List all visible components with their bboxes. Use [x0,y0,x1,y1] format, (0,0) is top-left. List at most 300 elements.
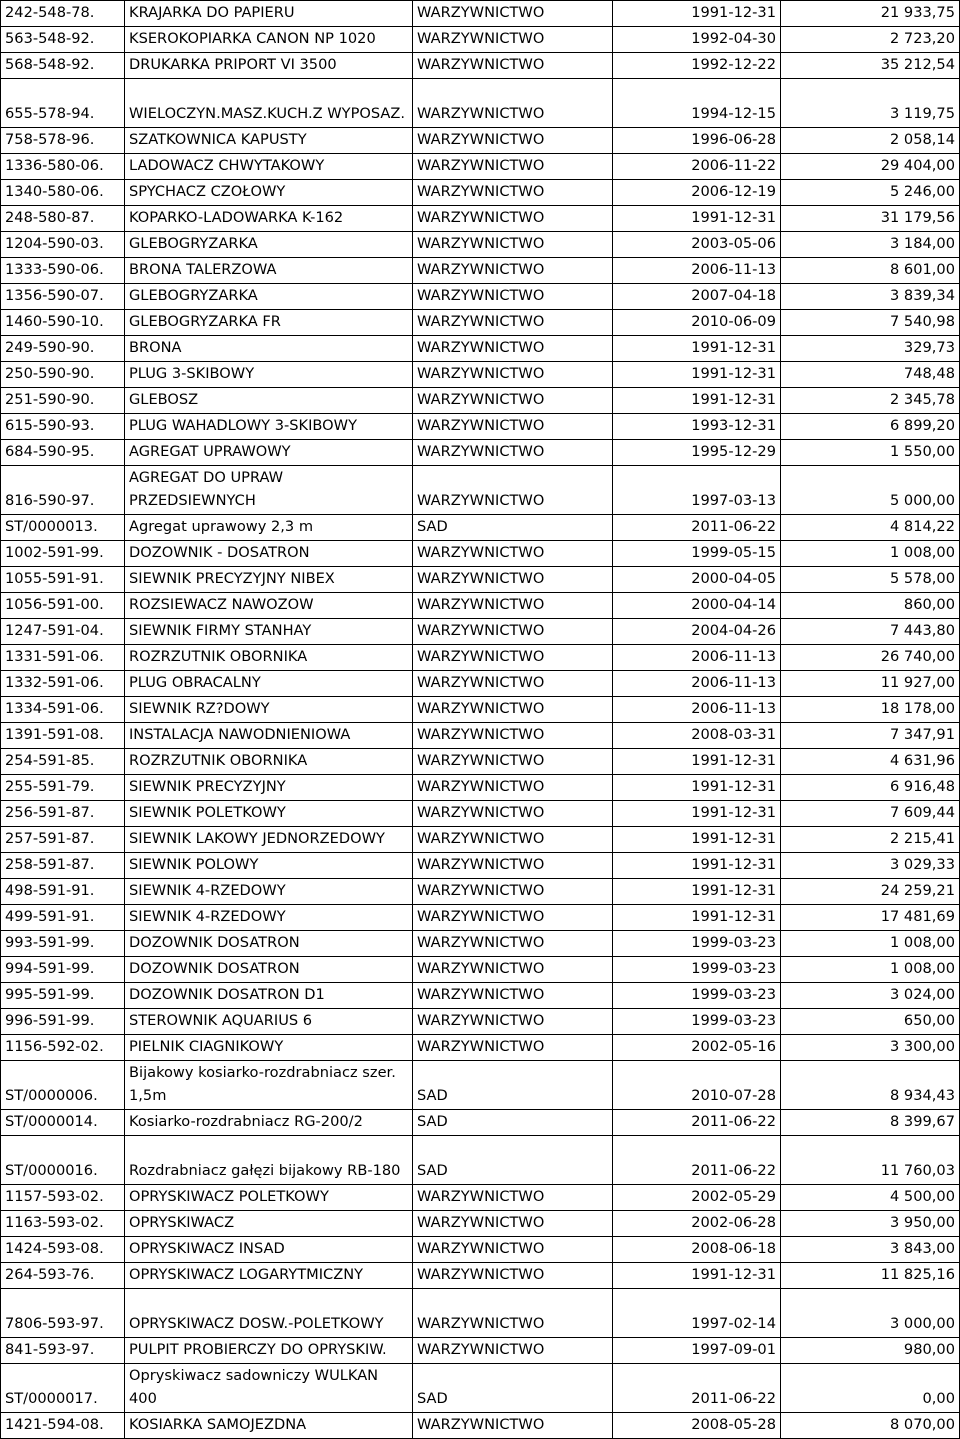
asset-code: 251-590-90. [1,388,125,414]
acquisition-date: 2002-05-29 [613,1185,781,1211]
table-row [1,827,960,853]
asset-name: LADOWACZ CHWYTAKOWY [125,154,413,180]
table-row [1,1185,960,1211]
asset-department: WARZYWNICTWO [413,983,613,1009]
asset-value: 2 345,78 [781,388,960,414]
asset-code: ST/0000017. [1,1364,125,1413]
asset-name: DOZOWNIK - DOSATRON [125,541,413,567]
asset-value: 17 481,69 [781,905,960,931]
acquisition-date: 1996-06-28 [613,128,781,154]
asset-code: 816-590-97. [1,466,125,515]
asset-code: ST/0000014. [1,1110,125,1136]
table-row [1,440,960,466]
acquisition-date: 1999-03-23 [613,1009,781,1035]
asset-department: WARZYWNICTWO [413,79,613,128]
asset-code: 248-580-87. [1,206,125,232]
asset-value: 980,00 [781,1338,960,1364]
acquisition-date: 2011-06-22 [613,1364,781,1413]
asset-value: 3 029,33 [781,853,960,879]
acquisition-date: 2006-11-13 [613,671,781,697]
table-row [1,1110,960,1136]
asset-name: BRONA TALERZOWA [125,258,413,284]
asset-name: SIEWNIK POLETKOWY [125,801,413,827]
table-row [1,1211,960,1237]
acquisition-date: 1991-12-31 [613,827,781,853]
asset-code: 1340-580-06. [1,180,125,206]
asset-department: WARZYWNICTWO [413,1009,613,1035]
asset-name: OPRYSKIWACZ POLETKOWY [125,1185,413,1211]
acquisition-date: 1991-12-31 [613,775,781,801]
asset-department: WARZYWNICTWO [413,749,613,775]
asset-department: WARZYWNICTWO [413,154,613,180]
asset-code: 758-578-96. [1,128,125,154]
table-row [1,957,960,983]
asset-name: PULPIT PROBIERCZY DO OPRYSKIW. [125,1338,413,1364]
table-row [1,983,960,1009]
table-row [1,593,960,619]
acquisition-date: 1994-12-15 [613,79,781,128]
asset-code: 995-591-99. [1,983,125,1009]
table-row [1,53,960,79]
acquisition-date: 1991-12-31 [613,879,781,905]
asset-name: AGREGAT UPRAWOWY [125,440,413,466]
asset-code: 563-548-92. [1,27,125,53]
asset-department: WARZYWNICTWO [413,905,613,931]
asset-department: SAD [413,1136,613,1185]
asset-code: 249-590-90. [1,336,125,362]
asset-value: 7 609,44 [781,801,960,827]
asset-department: WARZYWNICTWO [413,362,613,388]
asset-department: SAD [413,1061,613,1110]
asset-name: PLUG 3-SKIBOWY [125,362,413,388]
asset-value: 5 246,00 [781,180,960,206]
asset-value: 2 215,41 [781,827,960,853]
asset-code: 994-591-99. [1,957,125,983]
asset-code: 258-591-87. [1,853,125,879]
acquisition-date: 2010-06-09 [613,310,781,336]
asset-department: WARZYWNICTWO [413,931,613,957]
acquisition-date: 2004-04-26 [613,619,781,645]
asset-name: SIEWNIK 4-RZEDOWY [125,879,413,905]
acquisition-date: 1991-12-31 [613,362,781,388]
asset-value: 3 839,34 [781,284,960,310]
asset-department: WARZYWNICTWO [413,336,613,362]
acquisition-date: 1999-05-15 [613,541,781,567]
asset-code: 1056-591-00. [1,593,125,619]
acquisition-date: 1992-04-30 [613,27,781,53]
asset-name: KRAJARKA DO PAPIERU [125,1,413,27]
asset-name: BRONA [125,336,413,362]
asset-name: KSEROKOPIARKA CANON NP 1020 [125,27,413,53]
asset-department: WARZYWNICTWO [413,180,613,206]
asset-code: 1334-591-06. [1,697,125,723]
asset-code: ST/0000013. [1,515,125,541]
asset-name: SIEWNIK FIRMY STANHAY [125,619,413,645]
asset-code: 1391-591-08. [1,723,125,749]
acquisition-date: 2003-05-06 [613,232,781,258]
table-row [1,853,960,879]
asset-value: 7 443,80 [781,619,960,645]
acquisition-date: 1999-03-23 [613,931,781,957]
asset-code: 250-590-90. [1,362,125,388]
acquisition-date: 2006-12-19 [613,180,781,206]
asset-department: WARZYWNICTWO [413,541,613,567]
asset-department: WARZYWNICTWO [413,1185,613,1211]
table-row [1,414,960,440]
table-row [1,206,960,232]
asset-value: 2 723,20 [781,27,960,53]
table-row [1,541,960,567]
asset-code: 655-578-94. [1,79,125,128]
table-row [1,1009,960,1035]
asset-value: 3 950,00 [781,1211,960,1237]
asset-department: WARZYWNICTWO [413,27,613,53]
asset-code: ST/0000006. [1,1061,125,1110]
asset-name: OPRYSKIWACZ [125,1211,413,1237]
acquisition-date: 1999-03-23 [613,957,781,983]
acquisition-date: 1992-12-22 [613,53,781,79]
asset-code: 1356-590-07. [1,284,125,310]
asset-name: SZATKOWNICA KAPUSTY [125,128,413,154]
asset-department: WARZYWNICTWO [413,1263,613,1289]
asset-value: 35 212,54 [781,53,960,79]
asset-name: SPYCHACZ CZOŁOWY [125,180,413,206]
asset-code: 1421-594-08. [1,1413,125,1439]
asset-department: WARZYWNICTWO [413,1289,613,1338]
table-row [1,775,960,801]
asset-code: 615-590-93. [1,414,125,440]
asset-name: Bijakowy kosiarko-rozdrabniacz szer. 1,5m [125,1061,413,1110]
table-row [1,931,960,957]
asset-name: KOPARKO-LADOWARKA K-162 [125,206,413,232]
asset-name: SIEWNIK PRECYZYJNY [125,775,413,801]
table-row [1,258,960,284]
acquisition-date: 1991-12-31 [613,1,781,27]
asset-value: 3 000,00 [781,1289,960,1338]
table-row [1,723,960,749]
asset-value: 1 008,00 [781,541,960,567]
asset-value: 11 927,00 [781,671,960,697]
asset-code: 1204-590-03. [1,232,125,258]
asset-name: GLEBOGRYZARKA [125,232,413,258]
asset-department: WARZYWNICTWO [413,645,613,671]
asset-department: WARZYWNICTWO [413,440,613,466]
acquisition-date: 1991-12-31 [613,1263,781,1289]
asset-value: 1 008,00 [781,957,960,983]
asset-value: 8 070,00 [781,1413,960,1439]
table-row [1,1061,960,1110]
asset-value: 3 184,00 [781,232,960,258]
acquisition-date: 1991-12-31 [613,853,781,879]
acquisition-date: 1991-12-31 [613,388,781,414]
acquisition-date: 1997-03-13 [613,466,781,515]
asset-code: 1333-590-06. [1,258,125,284]
asset-value: 11 760,03 [781,1136,960,1185]
asset-code: 568-548-92. [1,53,125,79]
asset-department: WARZYWNICTWO [413,414,613,440]
asset-department: WARZYWNICTWO [413,128,613,154]
table-row [1,362,960,388]
acquisition-date: 2006-11-13 [613,645,781,671]
asset-code: 684-590-95. [1,440,125,466]
acquisition-date: 2002-06-28 [613,1211,781,1237]
table-row [1,128,960,154]
acquisition-date: 2008-05-28 [613,1413,781,1439]
asset-code: 1157-593-02. [1,1185,125,1211]
asset-value: 18 178,00 [781,697,960,723]
asset-value: 860,00 [781,593,960,619]
acquisition-date: 2000-04-05 [613,567,781,593]
asset-value: 26 740,00 [781,645,960,671]
asset-department: WARZYWNICTWO [413,775,613,801]
asset-value: 6 899,20 [781,414,960,440]
acquisition-date: 2011-06-22 [613,1136,781,1185]
asset-value: 6 916,48 [781,775,960,801]
asset-department: WARZYWNICTWO [413,957,613,983]
asset-department: WARZYWNICTWO [413,53,613,79]
acquisition-date: 1991-12-31 [613,206,781,232]
table-row [1,1237,960,1263]
table-row [1,154,960,180]
asset-value: 1 008,00 [781,931,960,957]
asset-code: 1247-591-04. [1,619,125,645]
asset-department: WARZYWNICTWO [413,567,613,593]
asset-department: WARZYWNICTWO [413,1413,613,1439]
asset-name: SIEWNIK POLOWY [125,853,413,879]
asset-name: Agregat uprawowy 2,3 m [125,515,413,541]
asset-name: Kosiarko-rozdrabniacz RG-200/2 [125,1110,413,1136]
asset-department: WARZYWNICTWO [413,206,613,232]
asset-value: 8 934,43 [781,1061,960,1110]
acquisition-date: 1997-02-14 [613,1289,781,1338]
table-row [1,801,960,827]
acquisition-date: 2010-07-28 [613,1061,781,1110]
asset-code: 264-593-76. [1,1263,125,1289]
asset-value: 21 933,75 [781,1,960,27]
asset-name: SIEWNIK RZ?DOWY [125,697,413,723]
asset-value: 4 631,96 [781,749,960,775]
acquisition-date: 2002-05-16 [613,1035,781,1061]
table-row [1,180,960,206]
asset-code: 499-591-91. [1,905,125,931]
asset-name: GLEBOSZ [125,388,413,414]
asset-code: 1002-591-99. [1,541,125,567]
table-row [1,1035,960,1061]
asset-name: AGREGAT DO UPRAW PRZEDSIEWNYCH [125,466,413,515]
asset-name: GLEBOGRYZARKA FR [125,310,413,336]
asset-value: 329,73 [781,336,960,362]
asset-name: OPRYSKIWACZ INSAD [125,1237,413,1263]
table-row [1,79,960,128]
asset-code: 254-591-85. [1,749,125,775]
asset-value: 748,48 [781,362,960,388]
asset-department: WARZYWNICTWO [413,1237,613,1263]
asset-value: 650,00 [781,1009,960,1035]
table-row [1,310,960,336]
acquisition-date: 2006-11-13 [613,697,781,723]
asset-name: PLUG WAHADLOWY 3-SKIBOWY [125,414,413,440]
asset-code: 256-591-87. [1,801,125,827]
asset-department: SAD [413,1110,613,1136]
table-row [1,388,960,414]
asset-name: ROZRZUTNIK OBORNIKA [125,749,413,775]
asset-code: 1332-591-06. [1,671,125,697]
acquisition-date: 2006-11-13 [613,258,781,284]
asset-value: 7 347,91 [781,723,960,749]
asset-value: 3 119,75 [781,79,960,128]
table-row [1,515,960,541]
asset-name: DOZOWNIK DOSATRON [125,931,413,957]
asset-value: 24 259,21 [781,879,960,905]
acquisition-date: 2011-06-22 [613,515,781,541]
table-row [1,336,960,362]
asset-value: 3 300,00 [781,1035,960,1061]
asset-name: PIELNIK CIAGNIKOWY [125,1035,413,1061]
asset-name: ROZSIEWACZ NAWOZOW [125,593,413,619]
asset-department: WARZYWNICTWO [413,1338,613,1364]
acquisition-date: 1991-12-31 [613,801,781,827]
asset-value: 1 550,00 [781,440,960,466]
asset-value: 5 578,00 [781,567,960,593]
asset-value: 4 814,22 [781,515,960,541]
asset-value: 31 179,56 [781,206,960,232]
asset-name: Opryskiwacz sadowniczy WULKAN 400 [125,1364,413,1413]
acquisition-date: 1991-12-31 [613,336,781,362]
table-row [1,567,960,593]
table-row [1,697,960,723]
asset-value: 2 058,14 [781,128,960,154]
acquisition-date: 2000-04-14 [613,593,781,619]
asset-name: SIEWNIK PRECYZYJNY NIBEX [125,567,413,593]
table-row [1,1,960,27]
asset-value: 8 399,67 [781,1110,960,1136]
table-row [1,619,960,645]
acquisition-date: 1991-12-31 [613,749,781,775]
asset-code: 1156-592-02. [1,1035,125,1061]
acquisition-date: 2008-03-31 [613,723,781,749]
table-row [1,645,960,671]
asset-department: WARZYWNICTWO [413,284,613,310]
asset-code: 1336-580-06. [1,154,125,180]
asset-code: 1460-590-10. [1,310,125,336]
asset-code: 1424-593-08. [1,1237,125,1263]
asset-value: 3 843,00 [781,1237,960,1263]
asset-name: INSTALACJA NAWODNIENIOWA [125,723,413,749]
asset-department: WARZYWNICTWO [413,879,613,905]
asset-code: 257-591-87. [1,827,125,853]
asset-department: WARZYWNICTWO [413,853,613,879]
asset-department: SAD [413,1364,613,1413]
table-row [1,1364,960,1413]
asset-department: WARZYWNICTWO [413,593,613,619]
asset-department: WARZYWNICTWO [413,466,613,515]
acquisition-date: 1999-03-23 [613,983,781,1009]
asset-name: DOZOWNIK DOSATRON [125,957,413,983]
asset-name: KOSIARKA SAMOJEZDNA [125,1413,413,1439]
table-row [1,1263,960,1289]
asset-code: 242-548-78. [1,1,125,27]
acquisition-date: 2007-04-18 [613,284,781,310]
table-row [1,1413,960,1439]
asset-name: GLEBOGRYZARKA [125,284,413,310]
asset-code: 996-591-99. [1,1009,125,1035]
asset-value: 29 404,00 [781,154,960,180]
asset-code: 1331-591-06. [1,645,125,671]
table-row [1,1289,960,1338]
asset-name: OPRYSKIWACZ LOGARYTMICZNY [125,1263,413,1289]
table-row [1,671,960,697]
table-row [1,232,960,258]
asset-code: 993-591-99. [1,931,125,957]
asset-name: SIEWNIK 4-RZEDOWY [125,905,413,931]
asset-value: 11 825,16 [781,1263,960,1289]
asset-value: 7 540,98 [781,310,960,336]
asset-code: 498-591-91. [1,879,125,905]
acquisition-date: 1997-09-01 [613,1338,781,1364]
acquisition-date: 2011-06-22 [613,1110,781,1136]
acquisition-date: 2008-06-18 [613,1237,781,1263]
asset-department: WARZYWNICTWO [413,723,613,749]
asset-name: STEROWNIK AQUARIUS 6 [125,1009,413,1035]
asset-name: Rozdrabniacz gałęzi bijakowy RB-180 [125,1136,413,1185]
asset-department: WARZYWNICTWO [413,232,613,258]
asset-value: 5 000,00 [781,466,960,515]
table-row [1,1136,960,1185]
asset-code: 1055-591-91. [1,567,125,593]
asset-code: 7806-593-97. [1,1289,125,1338]
asset-department: WARZYWNICTWO [413,827,613,853]
table-row [1,284,960,310]
table-row [1,27,960,53]
asset-department: WARZYWNICTWO [413,801,613,827]
asset-code: ST/0000016. [1,1136,125,1185]
table-row [1,749,960,775]
asset-value: 8 601,00 [781,258,960,284]
asset-value: 4 500,00 [781,1185,960,1211]
acquisition-date: 2006-11-22 [613,154,781,180]
asset-department: WARZYWNICTWO [413,671,613,697]
asset-table-body [1,1,960,1439]
asset-department: WARZYWNICTWO [413,258,613,284]
acquisition-date: 1995-12-29 [613,440,781,466]
table-row [1,1338,960,1364]
asset-department: WARZYWNICTWO [413,1211,613,1237]
asset-code: 841-593-97. [1,1338,125,1364]
acquisition-date: 1993-12-31 [613,414,781,440]
asset-name: DRUKARKA PRIPORT VI 3500 [125,53,413,79]
asset-code: 1163-593-02. [1,1211,125,1237]
table-row [1,466,960,515]
asset-department: SAD [413,515,613,541]
asset-name: DOZOWNIK DOSATRON D1 [125,983,413,1009]
asset-value: 3 024,00 [781,983,960,1009]
asset-department: WARZYWNICTWO [413,1,613,27]
asset-department: WARZYWNICTWO [413,388,613,414]
asset-name: PLUG OBRACALNY [125,671,413,697]
asset-name: OPRYSKIWACZ DOSW.-POLETKOWY [125,1289,413,1338]
acquisition-date: 1991-12-31 [613,905,781,931]
asset-code: 255-591-79. [1,775,125,801]
asset-name: WIELOCZYN.MASZ.KUCH.Z WYPOSAZ. [125,79,413,128]
asset-department: WARZYWNICTWO [413,310,613,336]
asset-department: WARZYWNICTWO [413,619,613,645]
asset-name: ROZRZUTNIK OBORNIKA [125,645,413,671]
asset-value: 0,00 [781,1364,960,1413]
asset-department: WARZYWNICTWO [413,697,613,723]
table-row [1,905,960,931]
asset-name: SIEWNIK LAKOWY JEDNORZEDOWY [125,827,413,853]
asset-department: WARZYWNICTWO [413,1035,613,1061]
